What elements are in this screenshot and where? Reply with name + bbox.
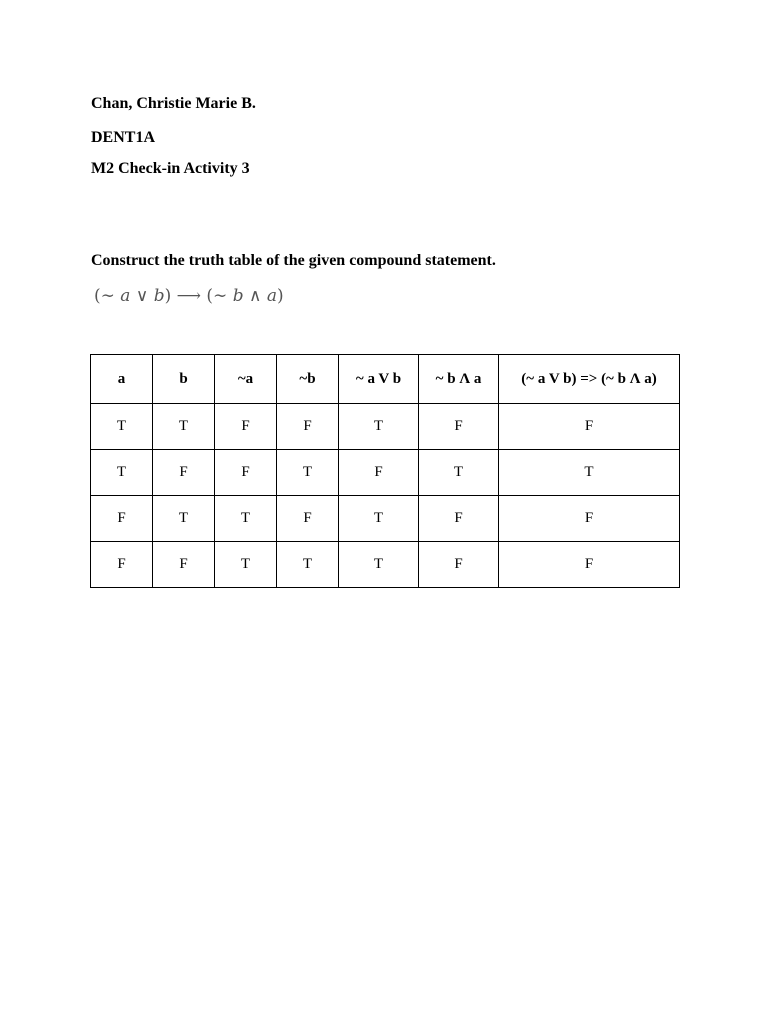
table-cell: F — [339, 450, 419, 496]
formula-var-b-right: b — [232, 286, 244, 306]
table-cell: F — [277, 404, 339, 450]
formula-var-b-left: b — [153, 286, 165, 306]
table-cell: F — [419, 542, 499, 588]
class-code: DENT1A — [91, 129, 156, 146]
table-row — [91, 496, 680, 542]
activity-title: M2 Check-in Activity 3 — [91, 160, 250, 177]
formula-open-paren-left: (∼ — [94, 286, 121, 306]
table-cell: T — [419, 450, 499, 496]
table-cell: T — [153, 496, 215, 542]
formula-var-a-left: a — [120, 286, 131, 306]
formula-or-symbol: ∨ — [130, 286, 154, 306]
table-cell: F — [419, 496, 499, 542]
table-cell: F — [215, 450, 277, 496]
table-row — [91, 450, 680, 496]
column-header: ~b — [277, 355, 339, 404]
formula-var-a-right: a — [266, 286, 277, 306]
truth-table — [90, 354, 680, 588]
formula-arrow-symbol: ⟶ — [171, 286, 207, 306]
table-row — [91, 404, 680, 450]
table-row — [91, 542, 680, 588]
formula-close-paren-left: ) — [164, 286, 172, 306]
table-cell: F — [91, 542, 153, 588]
table-header-row — [91, 355, 680, 404]
table-cell: F — [499, 496, 680, 542]
table-cell: F — [499, 542, 680, 588]
table-cell: T — [277, 542, 339, 588]
table-cell: T — [91, 404, 153, 450]
formula-close-paren-right: ) — [276, 286, 284, 306]
column-header: ~ b Λ a — [419, 355, 499, 404]
instruction-text: Construct the truth table of the given compound statement. — [91, 252, 496, 269]
table-cell: F — [153, 542, 215, 588]
compound-statement-formula — [94, 285, 284, 307]
formula-open-paren-right: (∼ — [206, 286, 233, 306]
table-cell: F — [91, 496, 153, 542]
table-cell: T — [339, 496, 419, 542]
table-cell: T — [91, 450, 153, 496]
table-cell: T — [339, 404, 419, 450]
student-name: Chan, Christie Marie B. — [91, 95, 256, 112]
column-header: b — [153, 355, 215, 404]
table-cell: T — [153, 404, 215, 450]
column-header: ~a — [215, 355, 277, 404]
column-header: a — [91, 355, 153, 404]
table-cell: T — [277, 450, 339, 496]
formula-and-symbol: ∧ — [243, 286, 267, 306]
table-cell: T — [339, 542, 419, 588]
table-cell: T — [499, 450, 680, 496]
table-cell: F — [419, 404, 499, 450]
column-header: ~ a V b — [339, 355, 419, 404]
table-cell: F — [277, 496, 339, 542]
table-cell: F — [499, 404, 680, 450]
table-cell: F — [153, 450, 215, 496]
table-cell: T — [215, 496, 277, 542]
column-header: (~ a V b) => (~ b Λ a) — [499, 355, 680, 404]
table-cell: F — [215, 404, 277, 450]
table-cell: T — [215, 542, 277, 588]
